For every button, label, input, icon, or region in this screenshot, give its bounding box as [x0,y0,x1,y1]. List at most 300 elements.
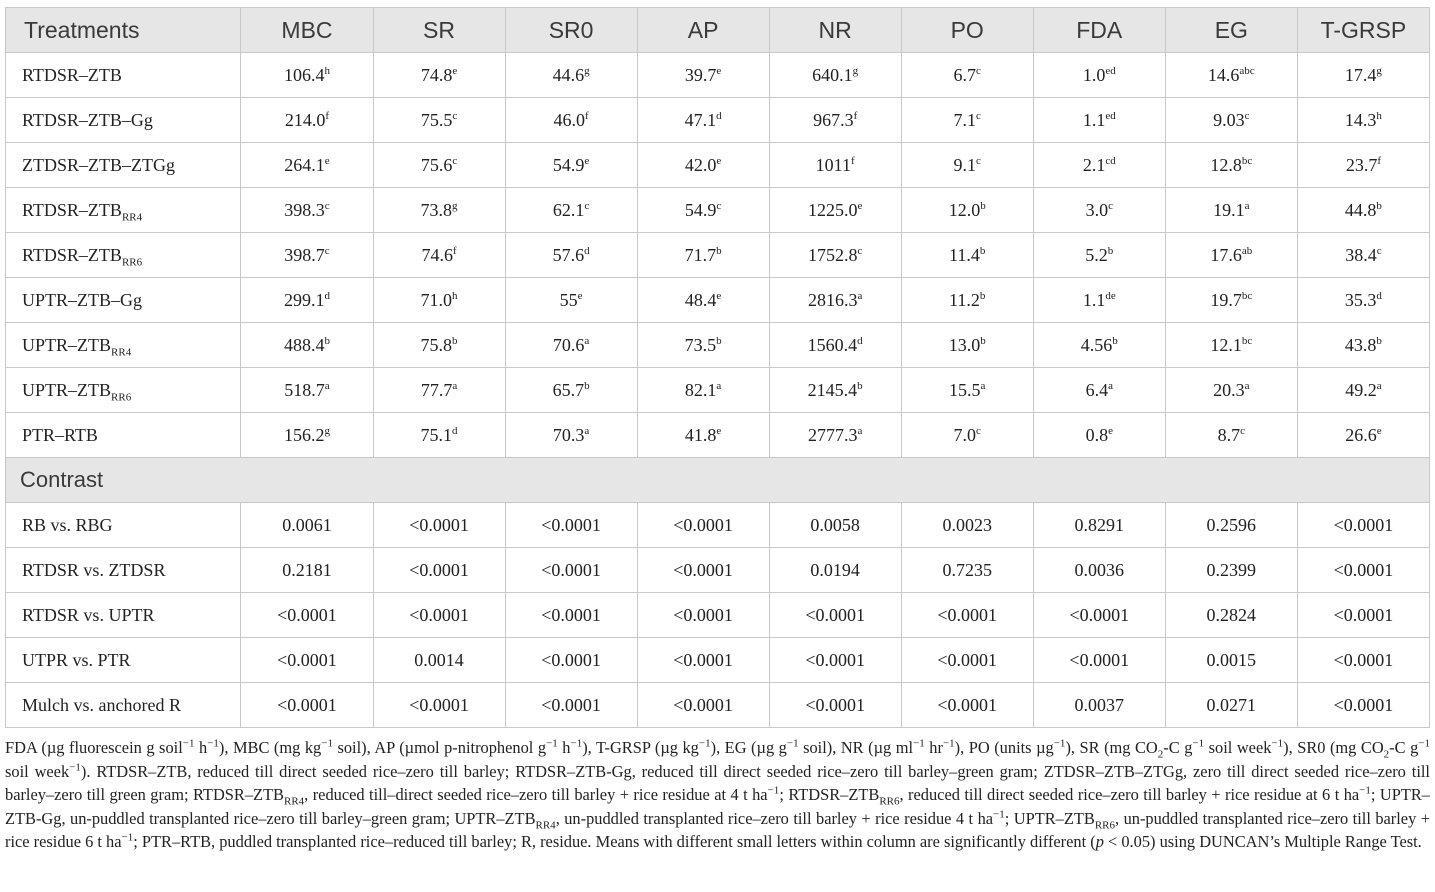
significance-letter: c [976,154,981,167]
cell-value: 75.8 [420,334,453,355]
cell-value: 1752.8 [807,244,858,265]
table-cell [1165,53,1297,98]
treatment-subscript: RR6 [121,256,143,269]
cell-value: 75.5 [420,109,453,130]
cell-value: 4.56 [1080,334,1113,355]
footnote-subscript: 2 [1383,748,1390,761]
treatment-label [6,143,241,188]
footnote-text: h [194,738,208,757]
table-cell [901,188,1033,233]
p-value-cell: <0.0001 [505,548,637,593]
significance-letter: e [857,199,863,212]
treatment-label [6,368,241,413]
cell-value: 156.2 [283,424,325,445]
column-header: T-GRSP [1297,8,1429,53]
treatment-subscript: RR4 [121,211,143,224]
contrast-label: RB vs. RBG [6,503,241,548]
p-value-cell: 0.2824 [1165,593,1297,638]
table-cell [901,278,1033,323]
table-cell [769,143,901,188]
table-cell [1297,143,1429,188]
significance-letter: e [716,154,722,167]
significance-letter: a [584,424,590,437]
cell-value: 2.1 [1082,154,1106,175]
column-header: AP [637,8,769,53]
table-cell [241,233,373,278]
footnote-superscript: −1 [913,737,925,750]
footnote-subscript: 2 [1157,748,1164,761]
p-value-cell: 0.0271 [1165,683,1297,728]
contrast-row [6,548,1430,593]
significance-letter: d [584,244,590,257]
cell-value: 3.0 [1085,199,1109,220]
table-cell [373,368,505,413]
footnote-subscript: RR4 [535,818,556,831]
significance-letter: ab [1241,244,1253,257]
table-cell [1165,98,1297,143]
cell-value: 82.1 [684,379,717,400]
significance-letter: b [716,244,722,257]
p-value-cell: 0.0194 [769,548,901,593]
significance-letter: e [716,64,722,77]
table-row [6,368,1430,413]
p-value-cell: <0.0001 [1033,593,1165,638]
p-value-cell: <0.0001 [1297,593,1429,638]
contrast-label: RTDSR vs. UPTR [6,593,241,638]
cell-value: 14.3 [1344,109,1377,130]
significance-letter: h [1376,109,1382,122]
significance-letter: b [716,334,722,347]
footnote-superscript: −1 [786,737,799,750]
p-value-cell: <0.0001 [901,638,1033,683]
footnote-superscript: −1 [321,737,333,750]
cell-value: 6.4 [1085,379,1109,400]
table-cell [769,98,901,143]
table-cell [637,413,769,458]
cell-value: 62.1 [552,199,585,220]
cell-value: 214.0 [284,109,326,130]
footnote-text: , reduced till–direct seeded rice–zero till barley + rice residue at 4 t ha [304,785,768,804]
footnote-text: h [557,738,571,757]
table-row [6,98,1430,143]
cell-value: 71.0 [420,289,453,310]
p-value-cell: <0.0001 [769,593,901,638]
table-cell [505,143,637,188]
footnote-text: , un-puddled transplanted rice–zero till barley + rice residue 4 t ha [555,808,994,828]
footnote-text: hr [924,738,943,757]
table-cell [901,233,1033,278]
footnote-superscript: −1 [1418,737,1430,750]
cell-value: 488.4 [283,334,325,355]
significance-letter: c [1108,199,1113,212]
table-cell [637,278,769,323]
significance-letter: c [857,244,863,257]
significance-letter: b [1107,244,1114,257]
column-header: EG [1165,8,1297,53]
table-cell [1033,98,1165,143]
significance-letter: e [716,289,722,302]
footnote-subscript: RR6 [879,795,900,808]
cell-value: 13.0 [948,334,981,355]
table-cell [1297,413,1429,458]
table-cell [1033,413,1165,458]
p-value-cell: 0.2596 [1165,503,1297,548]
significance-letter: abc [1239,64,1255,77]
cell-value: 49.2 [1345,379,1377,400]
table-row [6,413,1430,458]
cell-value: 48.4 [684,289,717,310]
table-cell [901,413,1033,458]
treatment-name: UPTR–ZTB–Gg [22,289,143,310]
column-header: MBC [241,8,373,53]
footnote-superscript: −1 [182,737,195,750]
significance-letter: b [324,334,330,347]
footnote-text: -C g [1163,738,1193,757]
significance-letter: c [324,244,330,257]
cell-value: 43.8 [1344,334,1377,355]
cell-value: 19.7 [1210,289,1242,310]
treatment-label [6,413,241,458]
treatment-name: PTR–RTB [22,424,98,445]
footnote-superscript: −1 [1053,737,1066,750]
significance-letter: a [716,379,722,392]
cell-value: 54.9 [684,199,717,220]
significance-letter: bc [1241,154,1253,167]
table-cell [241,368,373,413]
table-cell [1033,188,1165,233]
cell-value: 2777.3 [807,424,858,445]
cell-value: 7.1 [953,109,977,130]
cell-value: 5.2 [1085,244,1108,265]
cell-value: 11.4 [949,244,980,265]
table-cell [1297,98,1429,143]
footnote-text: ), SR (mg CO [1065,738,1158,757]
table-cell [1297,278,1429,323]
footnote-superscript: −1 [207,737,219,750]
table-cell [505,98,637,143]
p-value-cell: 0.7235 [901,548,1033,593]
table-cell [1297,53,1429,98]
footnote-superscript: −1 [1192,737,1205,750]
contrast-label: RTDSR vs. ZTDSR [6,548,241,593]
significance-letter: a [980,379,986,392]
significance-letter: cd [1105,154,1116,167]
column-header: Treatments [6,8,241,53]
footnote-text: soil), NR (µg ml [798,738,914,757]
significance-letter: c [584,199,590,212]
table-cell [901,368,1033,413]
cell-value: 54.9 [552,154,585,175]
table-cell [373,53,505,98]
significance-letter: ed [1105,109,1116,122]
cell-value: 299.1 [283,289,325,310]
cell-value: 20.3 [1213,379,1245,400]
significance-letter: f [853,109,858,122]
significance-letter: e [716,424,722,437]
significance-letter: c [716,199,722,212]
table-cell [505,188,637,233]
footnote-superscript: −1 [767,784,780,797]
cell-value: 1560.4 [807,334,858,355]
table-cell [637,98,769,143]
cell-value: 57.6 [552,244,585,265]
significance-letter: bc [1241,334,1253,347]
p-value-cell: <0.0001 [769,683,901,728]
significance-letter: e [577,289,583,302]
treatment-label [6,53,241,98]
table-cell [241,278,373,323]
table-cell [241,98,373,143]
table-cell [1165,143,1297,188]
table-cell [637,323,769,368]
cell-value: 2816.3 [807,289,858,310]
footnote-text: ), EG (µg g [710,738,787,757]
significance-letter: f [325,109,330,122]
footnote-superscript: −1 [570,737,583,750]
significance-letter: b [857,379,863,392]
significance-letter: d [1376,289,1382,302]
footnote-text: ; PTR–RTB, puddled transplanted rice–reduced till barley; R, residue. Means with different small letters within column are significantly different ( [133,832,1096,851]
footnote-text: ), T-GRSP (µg kg [582,738,699,757]
contrast-section-row [6,458,1430,503]
footnote-text: soil week [5,761,70,781]
cell-value: 71.7 [684,244,717,265]
significance-letter: c [1244,109,1250,122]
column-header: FDA [1033,8,1165,53]
p-value-cell: 0.0036 [1033,548,1165,593]
cell-value: 398.3 [284,199,325,220]
significance-letter: b [1376,199,1382,212]
cell-value: 9.1 [953,154,977,175]
p-value-cell: 0.0061 [241,503,373,548]
table-cell [901,143,1033,188]
cell-value: 264.1 [284,154,325,175]
table-row [6,233,1430,278]
p-value-cell: <0.0001 [637,503,769,548]
treatment-name: UPTR–ZTB [22,334,112,355]
table-cell [1297,233,1429,278]
table-cell [637,53,769,98]
table-cell [505,413,637,458]
cell-value: 1225.0 [807,199,858,220]
table-cell [373,233,505,278]
cell-value: 8.7 [1217,424,1241,445]
footnote-text: ; UPTR–ZTB [1004,808,1095,828]
footnote-text: ; RTDSR–ZTB [779,785,880,804]
significance-letter: d [324,289,330,302]
p-value-cell: <0.0001 [901,683,1033,728]
p-value-cell: <0.0001 [241,638,373,683]
table-cell [769,53,901,98]
treatment-label [6,278,241,323]
table-cell [1033,368,1165,413]
significance-letter: g [452,199,458,212]
contrast-label: Mulch vs. anchored R [6,683,241,728]
cell-value: 39.7 [684,64,717,85]
cell-value: 77.7 [420,379,453,400]
p-value-cell: <0.0001 [373,683,505,728]
significance-letter: e [324,154,330,167]
significance-letter: h [452,289,458,302]
table-cell [901,323,1033,368]
table-cell [373,143,505,188]
table-cell [637,368,769,413]
cell-value: 2145.4 [807,379,858,400]
significance-letter: a [1108,379,1113,392]
table-cell [1165,323,1297,368]
table-row [6,323,1430,368]
footnote-text: , reduced till direct seeded rice–zero till barley + rice residue at 6 t ha [899,785,1360,804]
table-cell [505,233,637,278]
significance-letter: f [851,154,855,167]
footnote-superscript: −1 [546,737,558,750]
table-cell [241,188,373,233]
p-value-cell: <0.0001 [241,683,373,728]
table-cell [901,53,1033,98]
table-cell [373,98,505,143]
cell-value: 73.5 [684,334,717,355]
significance-letter: d [716,109,722,122]
footnote-superscript: −1 [698,737,711,750]
p-value-cell: 0.0015 [1165,638,1297,683]
cell-value: 44.8 [1344,199,1377,220]
footnote-text: ), MBC (mg kg [218,738,322,757]
significance-letter: g [584,64,590,77]
footnote-text: FDA (µg fluorescein g soil [5,738,183,757]
significance-letter: c [452,154,458,167]
p-value-cell: 0.2399 [1165,548,1297,593]
cell-value: 75.6 [420,154,453,175]
footnote-superscript: −1 [1271,737,1284,750]
p-value-cell: <0.0001 [637,593,769,638]
p-value-cell: <0.0001 [1033,638,1165,683]
table-cell [373,278,505,323]
cell-value: 1.0 [1082,64,1106,85]
table-cell [373,413,505,458]
p-value-cell: <0.0001 [1297,503,1429,548]
treatment-subscript: RR6 [111,391,132,404]
table-footnote [5,736,1430,854]
table-body [6,53,1430,728]
table-cell [1297,323,1429,368]
table-cell [1033,323,1165,368]
treatment-label [6,188,241,233]
cell-value: 73.8 [420,199,453,220]
table-cell [637,188,769,233]
significance-letter: g [324,424,330,437]
contrast-row [6,683,1430,728]
p-value-cell: <0.0001 [637,548,769,593]
contrast-row [6,638,1430,683]
cell-value: 23.7 [1345,154,1378,175]
table-row [6,53,1430,98]
footnote-text: soil week [1204,738,1272,757]
p-value-cell: <0.0001 [1297,638,1429,683]
significance-letter: b [980,199,986,212]
cell-value: 106.4 [283,64,325,85]
cell-value: 1.1 [1082,109,1106,130]
footnote-superscript: −1 [121,831,134,844]
treatment-name: RTDSR–ZTB [22,244,122,265]
cell-value: 9.03 [1213,109,1245,130]
significance-letter: f [452,244,457,257]
table-cell [1165,368,1297,413]
p-value-cell: <0.0001 [373,593,505,638]
significance-letter: c [976,64,981,77]
treatment-name: UPTR–ZTB [22,379,112,400]
p-value-cell: 0.0023 [901,503,1033,548]
treatment-subscript: RR4 [111,346,132,359]
p-value-cell: <0.0001 [1297,548,1429,593]
table-row [6,143,1430,188]
table-cell [241,323,373,368]
table-cell [1033,233,1165,278]
significance-letter: g [852,64,859,77]
footnote-subscript: RR4 [283,795,305,808]
table-cell [1033,278,1165,323]
cell-value: 12.8 [1210,154,1242,175]
footnote-text: , un-puddled transplanted rice–zero till barley + rice residue 6 t ha [5,808,1430,851]
cell-value: 41.8 [684,424,717,445]
significance-letter: c [976,424,981,437]
significance-letter: f [584,109,589,122]
table-row [6,188,1430,233]
table-cell [1033,143,1165,188]
table-cell [241,413,373,458]
cell-value: 55 [559,289,578,310]
significance-letter: b [1112,334,1118,347]
treatment-name: RTDSR–ZTB–Gg [22,109,153,130]
significance-letter: b [979,289,986,302]
cell-value: 47.1 [684,109,717,130]
footnote-text: ). RTDSR–ZTB, reduced till direct seeded rice–zero till barley; RTDSR–ZTB-Gg, reduced till direct seeded rice–zero till barley–green gram; ZTDSR–ZTB–ZTGg, zero till direct seeded rice–zero till barley–zero till green gram; RTDSR–ZTB [5,761,1430,804]
significance-letter: a [452,379,458,392]
cell-value: 26.6 [1345,424,1377,445]
cell-value: 65.7 [552,379,585,400]
footnote-superscript: −1 [1359,784,1371,797]
significance-letter: a [857,289,863,302]
p-value-cell: <0.0001 [505,638,637,683]
significance-letter: c [324,199,330,212]
table-cell [505,323,637,368]
column-header: PO [901,8,1033,53]
footnote-text: ), SR0 (mg CO [1283,738,1384,757]
cell-value: 74.8 [420,64,453,85]
table-cell [901,98,1033,143]
table-cell [241,143,373,188]
significance-letter: a [1244,199,1250,212]
table-cell [373,323,505,368]
cell-value: 640.1 [812,64,853,85]
p-value-cell: 0.0058 [769,503,901,548]
significance-letter: a [584,334,590,347]
treatment-label [6,98,241,143]
treatment-label [6,323,241,368]
p-value-cell: 0.2181 [241,548,373,593]
treatment-table [5,7,1430,728]
significance-letter: ed [1105,64,1116,77]
footnote-text: < 0.05) using DUNCAN’s Multiple Range Test. [1103,832,1422,851]
table-cell [505,368,637,413]
treatment-label [6,233,241,278]
treatment-name: RTDSR–ZTB [22,199,122,220]
table-cell [505,278,637,323]
cell-value: 1011 [815,154,851,175]
cell-value: 70.6 [552,334,585,355]
footnote-italic: p [1095,832,1104,851]
column-header: NR [769,8,901,53]
p-value-cell: <0.0001 [1297,683,1429,728]
